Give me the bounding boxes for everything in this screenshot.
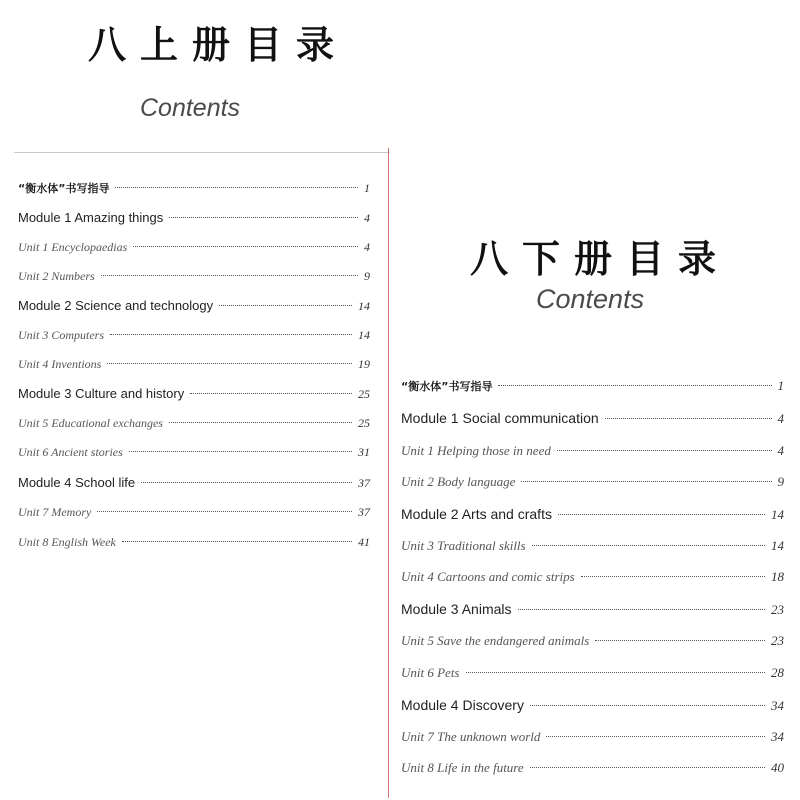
toc-page-number: 40	[771, 760, 784, 775]
toc-row[interactable]	[18, 357, 370, 372]
toc-leader-dots	[558, 514, 765, 515]
toc-entry-label: Module 1 Social communication	[401, 410, 599, 426]
toc-leader-dots	[521, 481, 771, 482]
toc-leader-dots	[605, 418, 772, 419]
toc-page-number: 28	[771, 665, 784, 680]
toc-leader-dots	[101, 275, 358, 276]
toc-leader-dots	[530, 767, 765, 768]
top-divider-line	[14, 152, 390, 153]
toc-row[interactable]	[18, 445, 370, 460]
toc-row[interactable]	[18, 535, 370, 550]
right-volume-title: 八下册目录	[470, 237, 731, 281]
toc-page-number: 4	[364, 211, 370, 225]
toc-page-number: 9	[364, 269, 370, 283]
toc-page-number: 23	[771, 602, 784, 617]
toc-entry-label: Unit 6 Pets	[401, 665, 460, 680]
toc-row[interactable]	[401, 538, 784, 554]
toc-entry-label: Module 4 School life	[18, 475, 136, 490]
toc-leader-dots	[219, 305, 352, 306]
toc-entry-label: Module 3 Animals	[401, 601, 512, 617]
toc-leader-dots	[110, 334, 352, 335]
toc-leader-dots	[190, 393, 352, 394]
toc-page-number: 31	[358, 445, 370, 459]
toc-entry-label: Unit 1 Encyclopaedias	[18, 240, 128, 254]
toc-row[interactable]	[401, 697, 784, 714]
toc-page-number: 4	[777, 443, 784, 458]
toc-row[interactable]	[401, 633, 784, 649]
toc-page-number: 23	[771, 633, 784, 648]
toc-leader-dots	[466, 672, 766, 673]
toc-entry-label: Unit 8 English Week	[18, 535, 116, 549]
toc-entry-label: Module 2 Science and technology	[18, 298, 214, 313]
toc-entry-label: Unit 3 Computers	[18, 328, 105, 342]
toc-row[interactable]	[401, 474, 784, 490]
toc-leader-dots	[518, 609, 765, 610]
toc-page-number: 14	[771, 538, 784, 553]
toc-entry-label: Unit 6 Ancient stories	[18, 445, 123, 459]
toc-leader-dots	[115, 187, 358, 188]
toc-row[interactable]	[401, 410, 784, 427]
left-volume-title: 八上册目录	[88, 23, 349, 67]
toc-row[interactable]	[18, 210, 370, 226]
toc-page-number: 14	[358, 299, 370, 313]
toc-leader-dots	[581, 576, 765, 577]
toc-row[interactable]	[401, 378, 784, 394]
toc-leader-dots	[133, 246, 358, 247]
toc-leader-dots	[169, 217, 358, 218]
toc-leader-dots	[595, 640, 765, 641]
toc-row[interactable]	[401, 601, 784, 618]
toc-page-number: 34	[771, 729, 784, 744]
toc-page-number: 25	[358, 416, 370, 430]
toc-page-number: 37	[358, 505, 370, 519]
toc-entry-label: “衡水体”书写指导	[18, 182, 110, 195]
toc-leader-dots	[129, 451, 352, 452]
toc-page-number: 14	[358, 328, 370, 342]
toc-leader-dots	[107, 363, 352, 364]
toc-page-number: 19	[358, 357, 370, 371]
toc-row[interactable]	[18, 328, 370, 343]
toc-entry-label: Module 1 Amazing things	[18, 210, 164, 225]
toc-leader-dots	[122, 541, 352, 542]
toc-entry-label: Unit 8 Life in the future	[401, 760, 524, 775]
toc-leader-dots	[498, 385, 771, 386]
toc-page-number: 41	[358, 535, 370, 549]
toc-leader-dots	[546, 736, 765, 737]
toc-entry-label: Module 3 Culture and history	[18, 386, 185, 401]
toc-entry-label: Module 2 Arts and crafts	[401, 506, 552, 522]
toc-leader-dots	[530, 705, 765, 706]
toc-entry-label: Unit 7 Memory	[18, 505, 92, 519]
toc-page-number: 18	[771, 569, 784, 584]
toc-entry-label: Unit 5 Educational exchanges	[18, 416, 163, 430]
right-contents-heading: Contents	[536, 284, 645, 314]
toc-row[interactable]	[401, 506, 784, 523]
toc-page-number: 4	[777, 411, 784, 426]
toc-row[interactable]	[401, 729, 784, 745]
toc-row[interactable]	[401, 569, 784, 585]
toc-row[interactable]	[18, 505, 370, 520]
toc-entry-label: “衡水体”书写指导	[401, 380, 493, 393]
toc-entry-label: Unit 5 Save the endangered animals	[401, 633, 590, 648]
toc-row[interactable]	[18, 475, 370, 491]
toc-entry-label: Unit 1 Helping those in need	[401, 443, 551, 458]
toc-leader-dots	[141, 482, 352, 483]
toc-row[interactable]	[18, 386, 370, 402]
toc-row[interactable]	[401, 665, 784, 681]
toc-entry-label: Unit 2 Body language	[401, 474, 516, 489]
toc-row[interactable]	[18, 416, 370, 431]
left-contents-heading: Contents	[140, 94, 241, 122]
toc-leader-dots	[169, 422, 352, 423]
toc-page-number: 37	[358, 476, 370, 490]
toc-row[interactable]	[401, 443, 784, 459]
toc-row[interactable]	[401, 760, 784, 776]
toc-leader-dots	[557, 450, 772, 451]
page-fold-divider	[388, 148, 389, 798]
toc-page-number: 4	[364, 240, 370, 254]
toc-entry-label: Module 4 Discovery	[401, 697, 524, 713]
toc-entry-label: Unit 7 The unknown world	[401, 729, 541, 744]
toc-page-number: 1	[364, 181, 370, 195]
toc-page-number: 1	[777, 378, 784, 393]
toc-page-number: 25	[358, 387, 370, 401]
toc-entry-label: Unit 4 Inventions	[18, 357, 102, 371]
toc-row[interactable]	[18, 269, 370, 284]
toc-row[interactable]	[18, 180, 370, 196]
toc-entry-label: Unit 4 Cartoons and comic strips	[401, 569, 575, 584]
toc-entry-label: Unit 2 Numbers	[18, 269, 95, 283]
toc-leader-dots	[97, 511, 352, 512]
toc-page-number: 34	[771, 698, 784, 713]
toc-page-number: 9	[777, 474, 784, 489]
toc-row[interactable]	[18, 298, 370, 314]
toc-row[interactable]	[18, 240, 370, 255]
toc-leader-dots	[532, 545, 765, 546]
toc-page-number: 14	[771, 507, 784, 522]
toc-entry-label: Unit 3 Traditional skills	[401, 538, 526, 553]
